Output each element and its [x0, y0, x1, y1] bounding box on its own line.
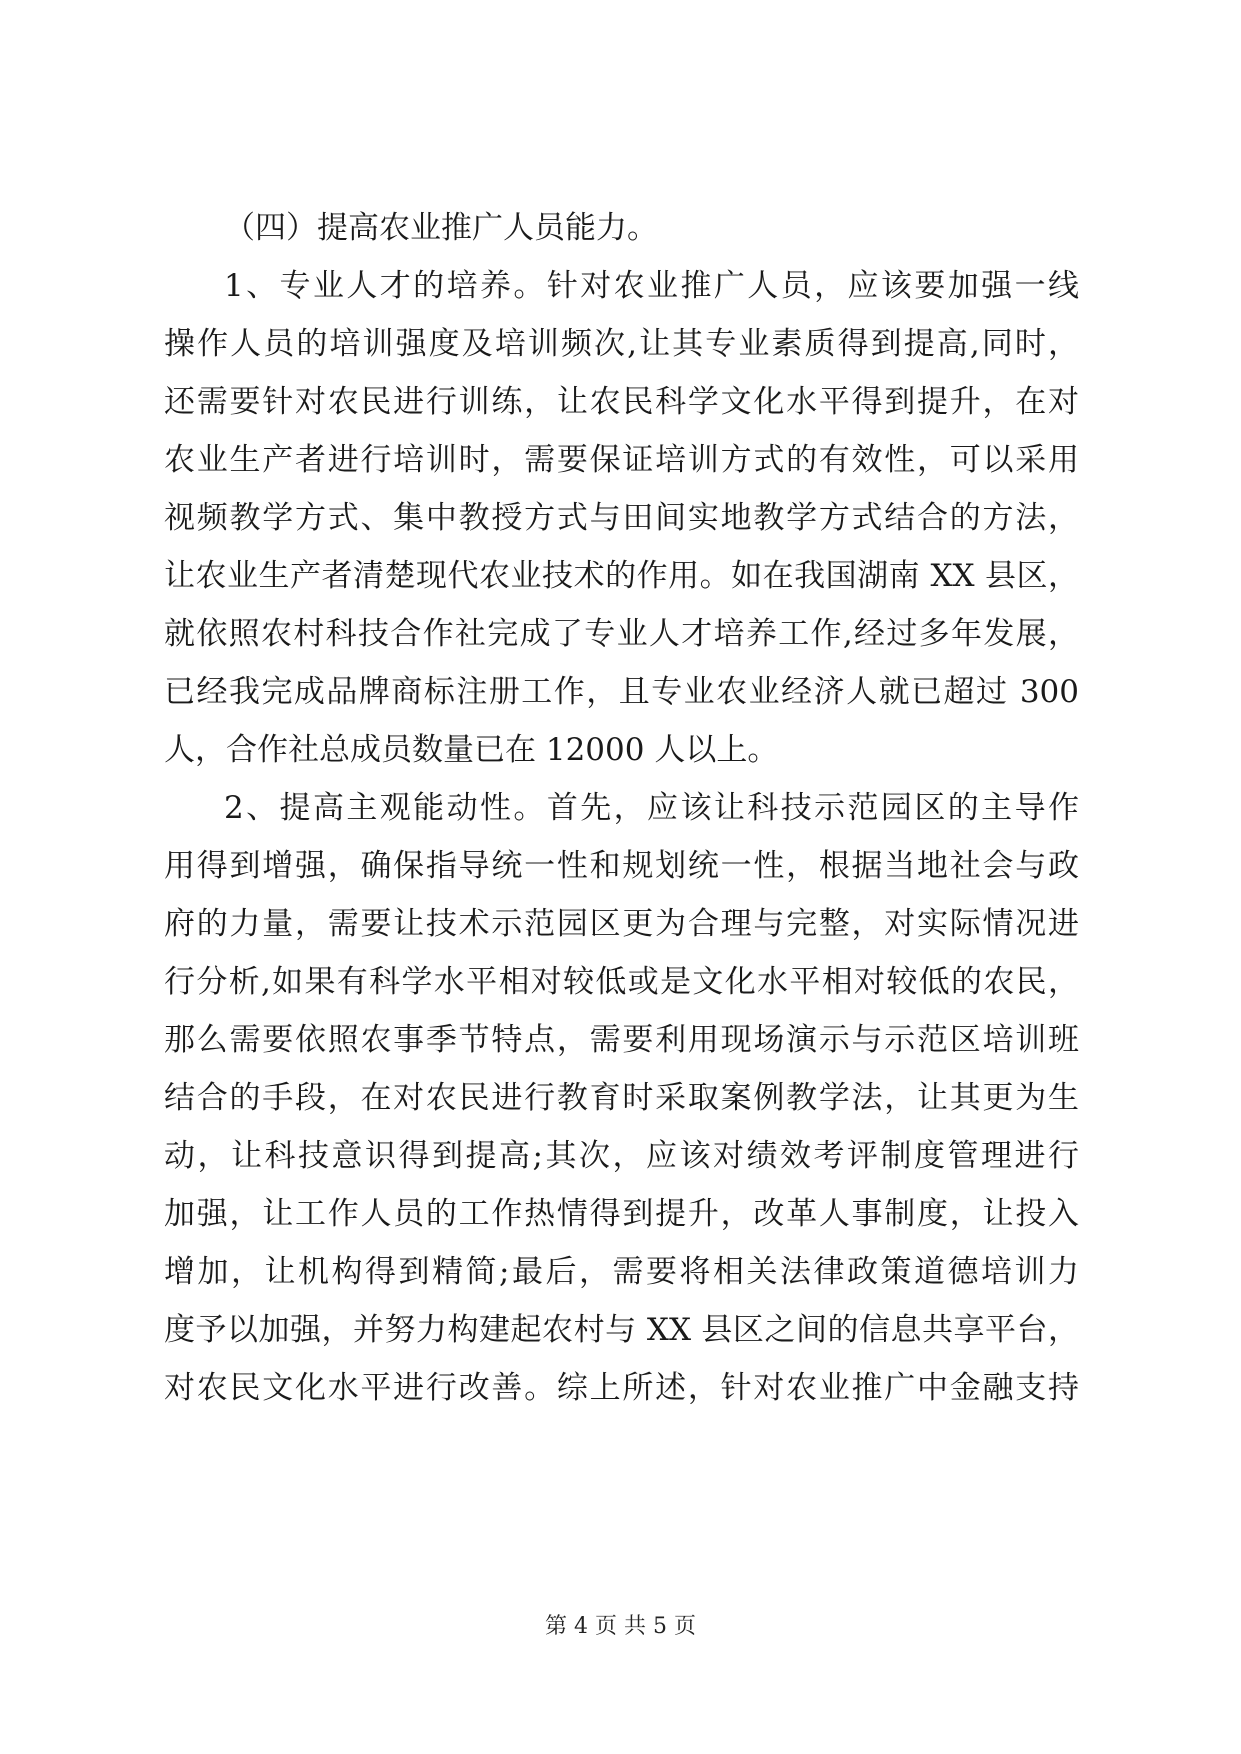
paragraph-line: 操作人员的培训强度及培训频次,让其专业素质得到提高,同时，	[164, 326, 1079, 362]
section-heading: （四）提高农业推广人员能力。	[224, 210, 658, 246]
paragraph-line: 行分析,如果有科学水平相对较低或是文化水平相对较低的农民，	[164, 964, 1079, 1000]
paragraph-line: 还需要针对农民进行训练，让农民科学文化水平得到提升，在对	[164, 384, 1079, 420]
paragraph-line: 2、提高主观能动性。首先，应该让科技示范园区的主导作	[224, 790, 1079, 826]
paragraph-line: 让农业生产者清楚现代农业技术的作用。如在我国湖南 XX 县区，	[164, 558, 1079, 594]
paragraph-line: 农业生产者进行培训时，需要保证培训方式的有效性，可以采用	[164, 442, 1079, 478]
paragraph-line: 就依照农村科技合作社完成了专业人才培养工作,经过多年发展，	[164, 616, 1079, 652]
paragraph-line: 动，让科技意识得到提高;其次，应该对绩效考评制度管理进行	[164, 1138, 1079, 1174]
paragraph-line: 1、专业人才的培养。针对农业推广人员，应该要加强一线	[224, 268, 1079, 304]
paragraph-line: 人，合作社总成员数量已在 12000 人以上。	[164, 732, 779, 768]
paragraph-line: 视频教学方式、集中教授方式与田间实地教学方式结合的方法，	[164, 500, 1079, 536]
paragraph-line: 加强，让工作人员的工作热情得到提升，改革人事制度，让投入	[164, 1196, 1079, 1232]
paragraph-line: 那么需要依照农事季节特点，需要利用现场演示与示范区培训班	[164, 1022, 1079, 1058]
paragraph-line: 府的力量，需要让技术示范园区更为合理与完整，对实际情况进	[164, 906, 1079, 942]
paragraph-line: 已经我完成品牌商标注册工作，且专业农业经济人就已超过 300	[164, 674, 1079, 710]
paragraph-line: 结合的手段，在对农民进行教育时采取案例教学法，让其更为生	[164, 1080, 1079, 1116]
paragraph-line: 对农民文化水平进行改善。综上所述，针对农业推广中金融支持	[164, 1370, 1079, 1406]
paragraph-line: 用得到增强，确保指导统一性和规划统一性，根据当地社会与政	[164, 848, 1079, 884]
paragraph-line: 度予以加强，并努力构建起农村与 XX 县区之间的信息共享平台，	[164, 1312, 1079, 1348]
paragraph-line: 增加，让机构得到精简;最后，需要将相关法律政策道德培训力	[164, 1254, 1079, 1290]
page-footer: 第 4 页 共 5 页	[545, 1614, 696, 1639]
